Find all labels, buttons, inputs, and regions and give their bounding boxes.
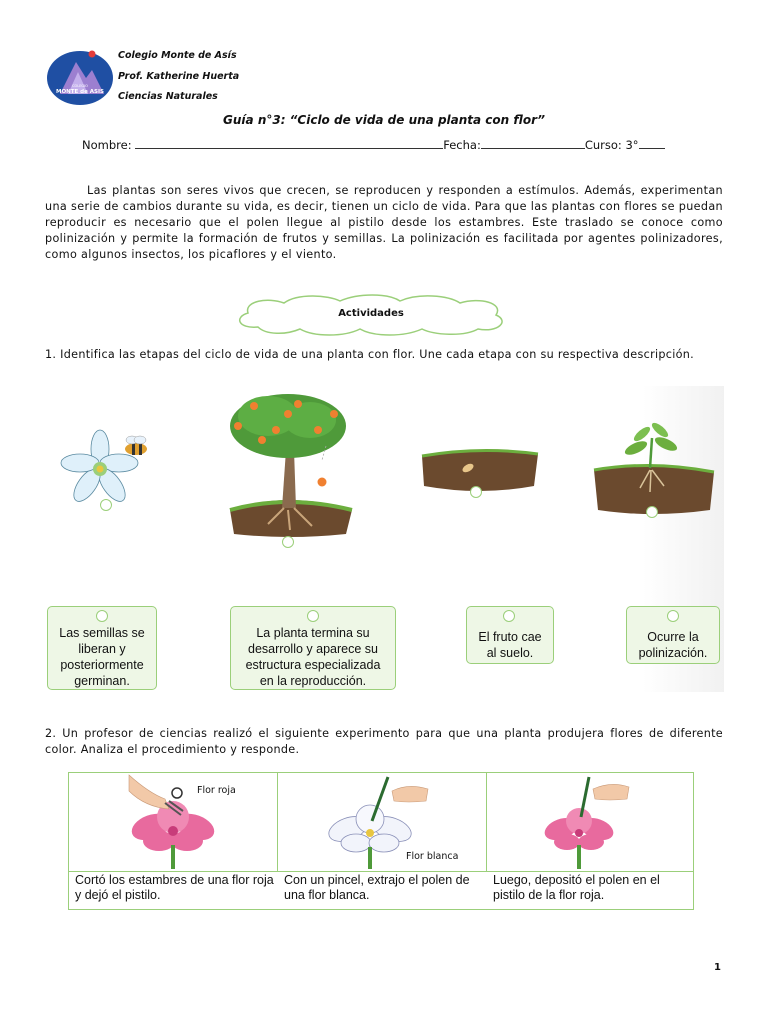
experiment-cell-1	[69, 773, 278, 871]
logo-top: COLEGIO	[72, 84, 88, 88]
page-number: 1	[714, 962, 721, 973]
stage-connector-circle[interactable]	[470, 486, 482, 498]
intro-paragraph	[45, 183, 723, 263]
school-logo	[46, 50, 114, 106]
subject-name: Ciencias Naturales	[118, 91, 218, 102]
fruit-tree-image	[218, 390, 358, 540]
stage-connector-circle[interactable]	[96, 610, 108, 622]
student-form	[82, 138, 665, 152]
course-label: Curso: 3°	[584, 138, 639, 152]
experiment-cell-2	[278, 773, 487, 871]
flower-bee-image	[48, 425, 164, 505]
date-field[interactable]	[481, 138, 585, 149]
experiment-step-3: Luego, depositó el polen en el pistilo de la flor roja.	[493, 873, 660, 902]
experiment-table	[68, 772, 694, 910]
stage-description-text: Ocurre la polinización.	[638, 630, 708, 660]
teacher-name: Prof. Katherine Huerta	[118, 71, 240, 82]
stage-description-text: La planta termina su desarrollo y aparece su estructura especializada en la reproducción.	[245, 626, 381, 688]
page-title: Guía n°3: “Ciclo de vida de una planta con flor”	[223, 113, 545, 127]
stage-description-box	[466, 606, 554, 664]
question-2: 2. Un profesor de ciencias realizó el siguiente experimento para que una planta produjera flores de diferente color. Analiza el procedimiento y responde.	[45, 727, 723, 756]
experiment-step-2: Con un pincel, extrajo el polen de una flor blanca.	[284, 873, 470, 902]
stage-description-box	[626, 606, 720, 664]
white-flower-label: Flor blanca	[406, 851, 459, 862]
stage-connector-circle[interactable]	[646, 506, 658, 518]
stage-description-box	[230, 606, 396, 690]
name-field[interactable]	[135, 138, 443, 149]
sprout-image	[590, 418, 716, 518]
school-name: Colegio Monte de Asís	[118, 50, 237, 61]
date-label: Fecha:	[443, 138, 481, 152]
activities-label: Actividades	[338, 308, 404, 319]
course-field[interactable]	[639, 138, 665, 149]
red-flower-label: Flor roja	[197, 785, 236, 796]
stage-connector-circle[interactable]	[100, 499, 112, 511]
logo-text: MONTE de ASIS	[56, 89, 104, 95]
stage-description-text: Las semillas se liberan y posteriormente germinan.	[59, 626, 145, 688]
stage-connector-circle[interactable]	[667, 610, 679, 622]
stage-connector-circle[interactable]	[282, 536, 294, 548]
seed-soil-image	[418, 440, 542, 498]
name-label: Nombre:	[82, 138, 132, 152]
intro-text: Las plantas son seres vivos que crecen, se reproducen y responden a estímulos. Además, experimentan una serie de cambios durante su vida, es decir, tienen un ciclo de vida. Para que las plantas con flores se puedan reproducir es necesario que el polen llegue al pistilo desde los estambres. Este traslado se conoce como polinización y permite la formación de frutos y semillas. La polinización es facilitada por agentes polinizadores, como algunos insectos, los picaflores y el viento.	[45, 184, 723, 261]
experiment-cell-3	[487, 773, 693, 871]
question-1: 1. Identifica las etapas del ciclo de vida de una planta con flor. Une cada etapa con su respectiva descripción.	[45, 348, 695, 361]
stage-connector-circle[interactable]	[307, 610, 319, 622]
experiment-step-1: Cortó los estambres de una flor roja y dejó el pistilo.	[75, 873, 274, 902]
stage-connector-circle[interactable]	[503, 610, 515, 622]
stage-description-box	[47, 606, 157, 690]
stage-description-text: El fruto cae al suelo.	[478, 630, 542, 660]
